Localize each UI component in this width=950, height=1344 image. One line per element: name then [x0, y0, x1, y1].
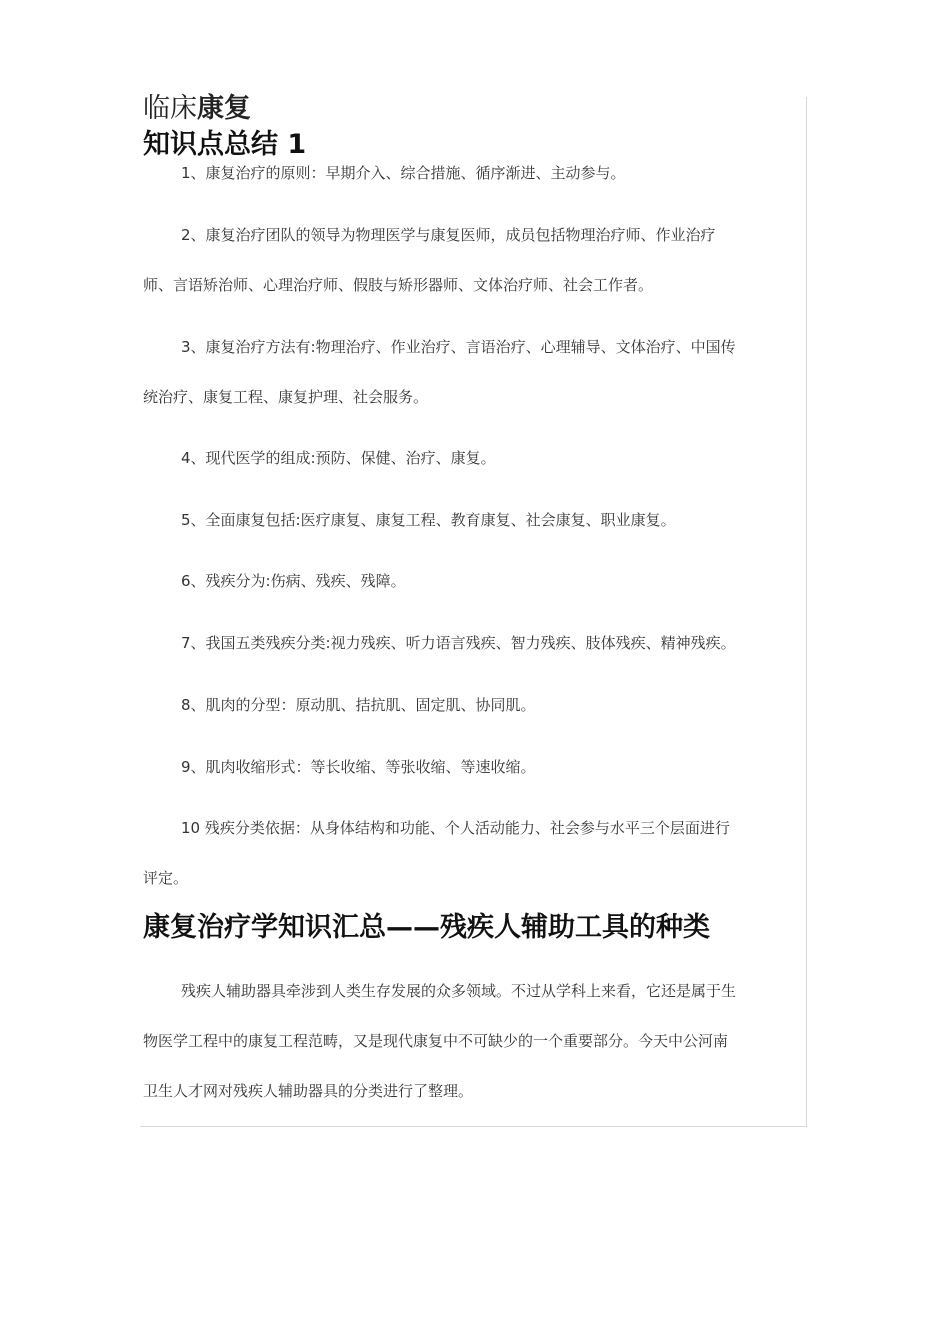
- list-item: [143, 742, 808, 792]
- paragraph-line: 残疾人辅助器具牵涉到人类生存发展的众多领域。不过从学科上来看，它还是属于生: [181, 982, 737, 1000]
- list-item: [143, 803, 808, 903]
- section-heading: 康复治疗学知识汇总——残疾人辅助工具的种类: [143, 912, 710, 943]
- item-text: 3、康复治疗方法有:物理治疗、作业治疗、言语治疗、心理辅导、文体治疗、中国传: [181, 338, 736, 356]
- item-text-continued: 师、言语矫治师、心理治疗师、假肢与矫形器师、文体治疗师、社会工作者。: [143, 276, 654, 294]
- list-item: [143, 680, 808, 730]
- item-text: 10 残疾分类依据：从身体结构和功能、个人活动能力、社会参与水平三个层面进行: [181, 819, 730, 837]
- list-item: [143, 322, 808, 422]
- item-text: 9、肌肉收缩形式：等长收缩、等张收缩、等速收缩。: [181, 758, 536, 776]
- item-text-continued: 统治疗、康复工程、康复护理、社会服务。: [143, 388, 429, 406]
- document-subtitle: 知识点总结 1: [143, 129, 307, 160]
- document-title: [143, 93, 251, 125]
- item-text: 8、肌肉的分型：原动肌、拮抗肌、固定肌、协同肌。: [181, 696, 536, 714]
- list-item: [143, 433, 808, 483]
- list-item: [143, 210, 808, 310]
- item-text: 6、残疾分为:伤病、残疾、残障。: [181, 572, 406, 590]
- title-part-bold: 康复: [197, 93, 251, 124]
- list-item: [143, 556, 808, 606]
- paragraph-line: 物医学工程中的康复工程范畴，又是现代康复中不可缺少的一个重要部分。今天中公河南: [143, 1032, 729, 1050]
- paragraph-line: 卫生人才网对残疾人辅助器具的分类进行了整理。: [143, 1082, 474, 1100]
- section-paragraph: [143, 966, 808, 1116]
- title-part-regular: 临床: [143, 93, 197, 124]
- item-text: 1、康复治疗的原则：早期介入、综合措施、循序渐进、主动参与。: [181, 164, 626, 182]
- item-text: 5、全面康复包括:医疗康复、康复工程、教育康复、社会康复、职业康复。: [181, 511, 676, 529]
- item-text: 2、康复治疗团队的领导为物理医学与康复医师，成员包括物理治疗师、作业治疗: [181, 226, 716, 244]
- list-item: [143, 148, 808, 198]
- item-text: 4、现代医学的组成:预防、保健、治疗、康复。: [181, 449, 496, 467]
- item-text: 7、我国五类残疾分类:视力残疾、听力语言残疾、智力残疾、肢体残疾、精神残疾。: [181, 634, 736, 652]
- item-text-continued: 评定。: [143, 869, 189, 887]
- list-item: [143, 495, 808, 545]
- list-item: [143, 618, 808, 668]
